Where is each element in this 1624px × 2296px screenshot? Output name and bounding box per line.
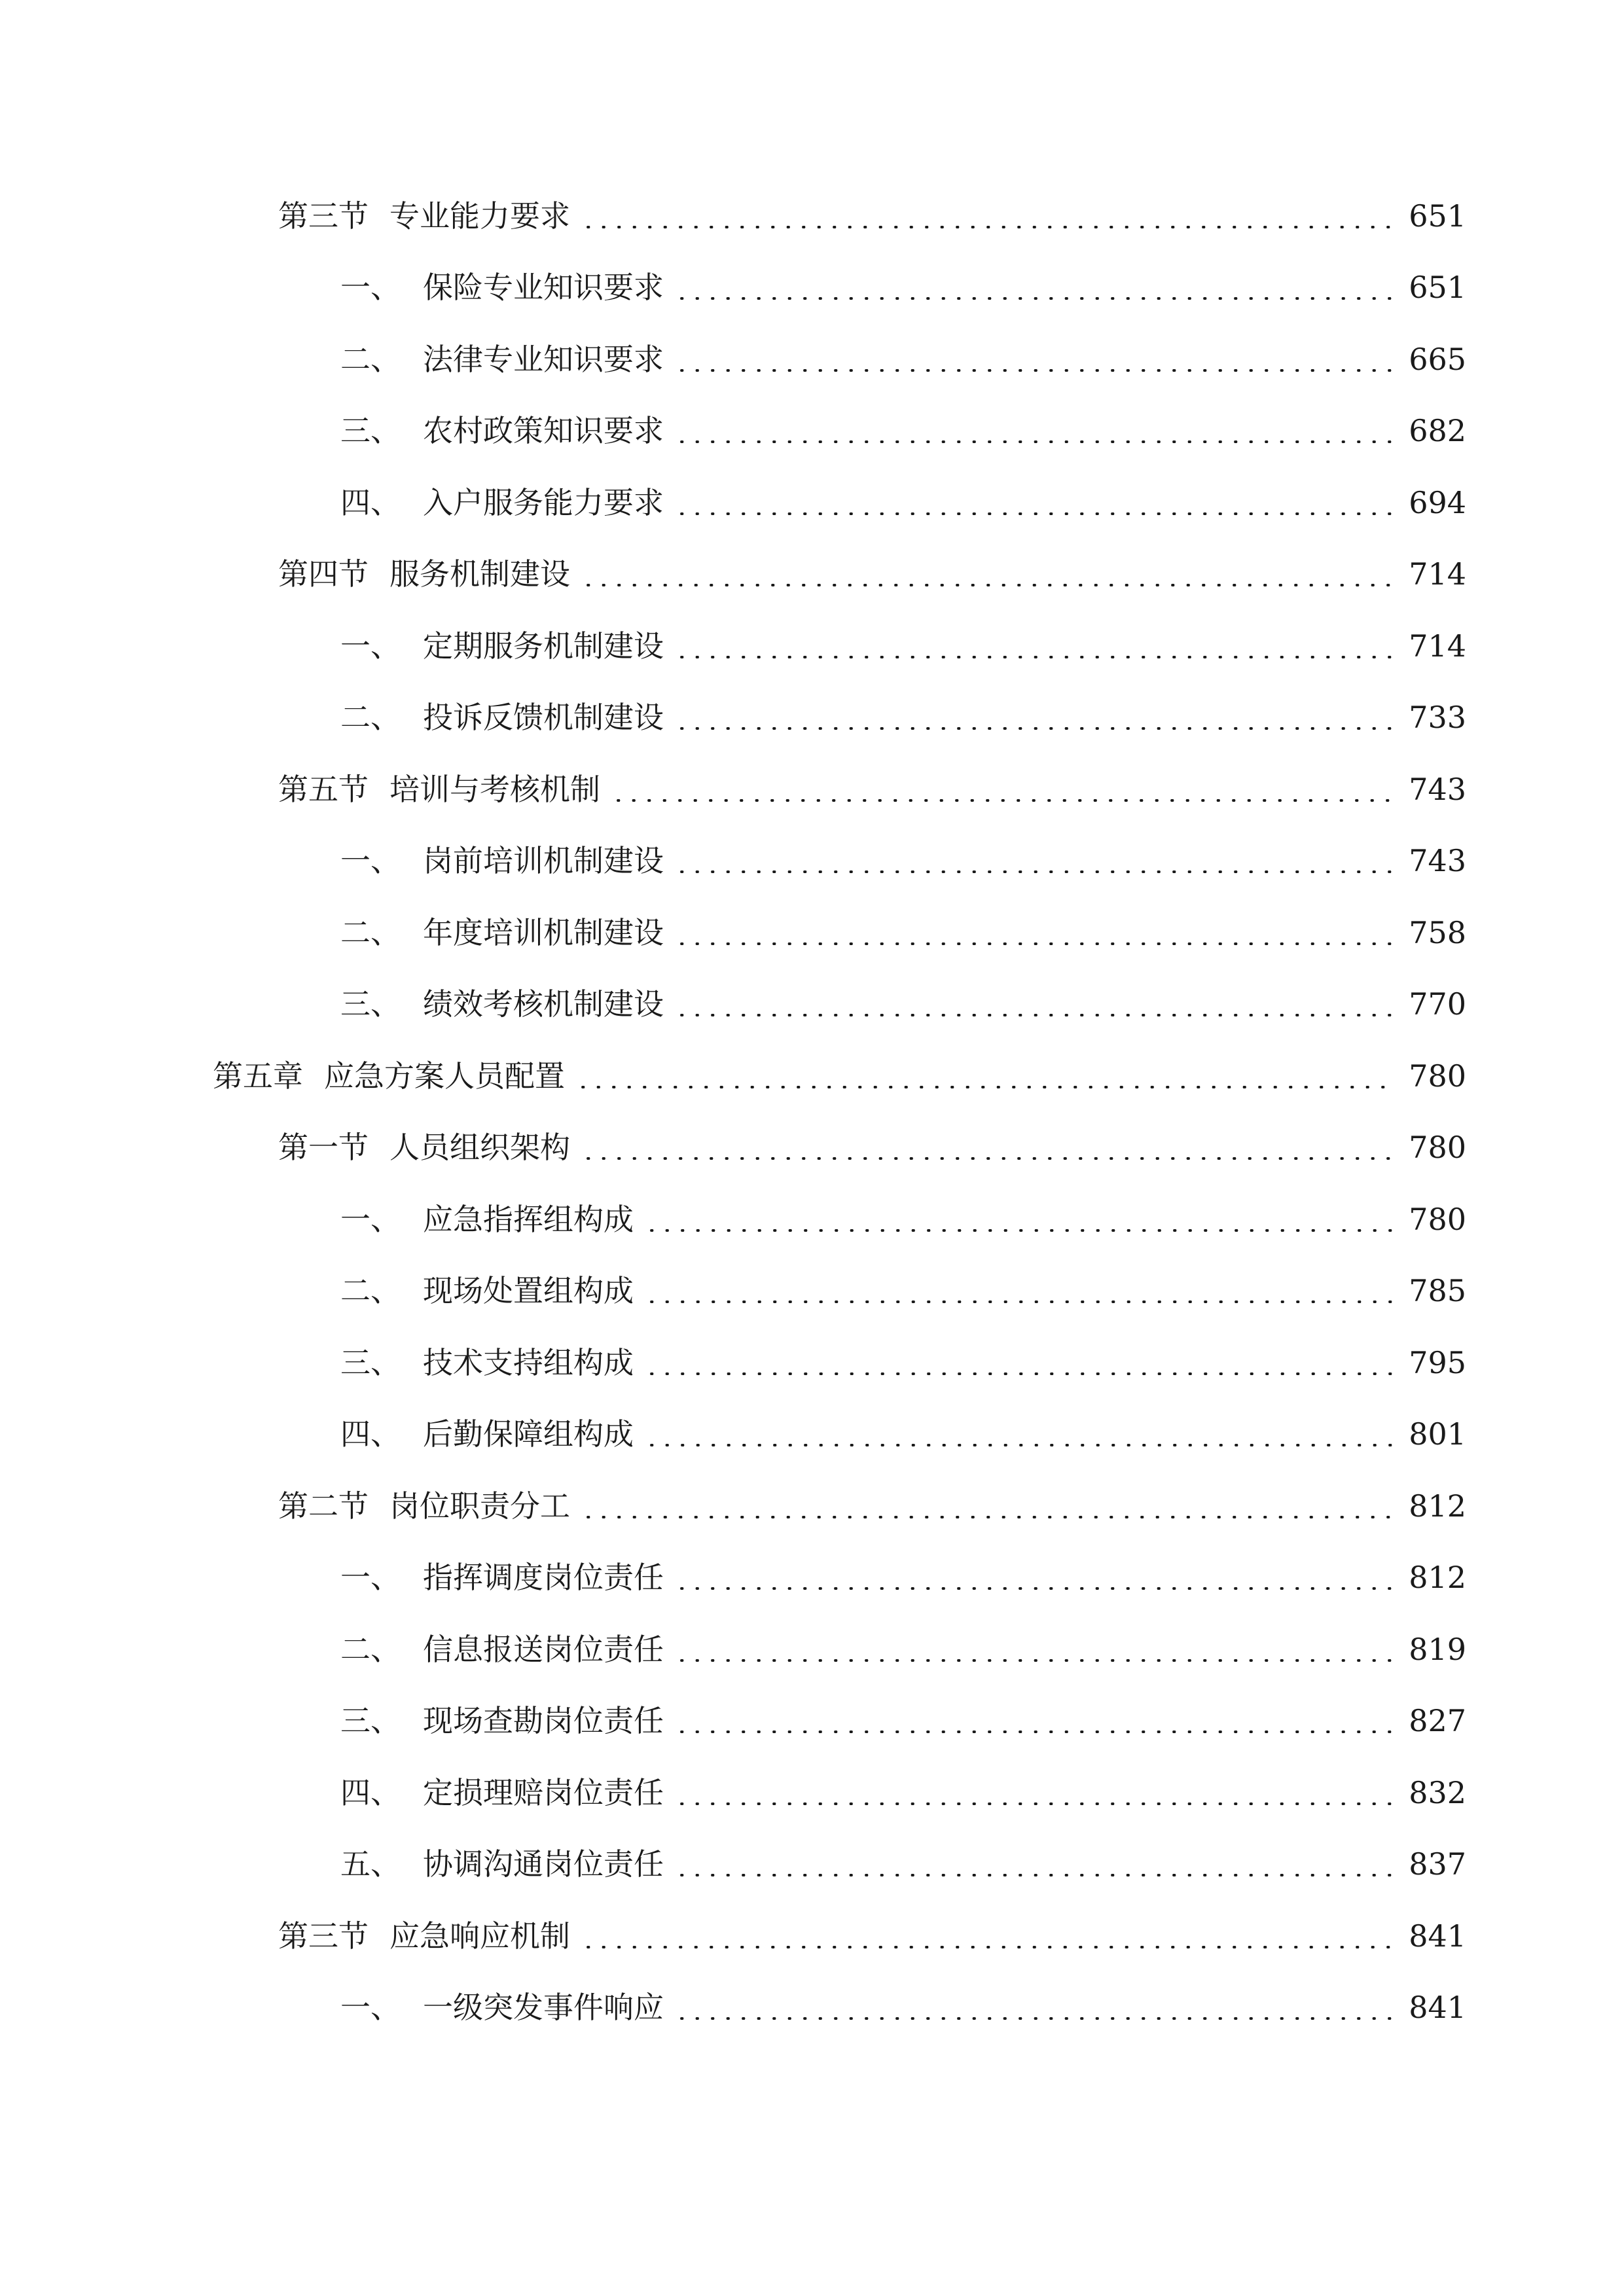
- dot-leader: [674, 870, 1394, 873]
- toc-entry-title: 农村政策知识要求: [423, 413, 664, 448]
- toc-entry-title: 人员组织架构: [389, 1130, 570, 1165]
- toc-entry-number: 第五章: [213, 1058, 303, 1094]
- toc-entry[interactable]: [340, 622, 1466, 670]
- toc-entry-number: 一、: [340, 843, 401, 878]
- toc-entry-page: 801: [1409, 1416, 1466, 1452]
- toc-entry[interactable]: [340, 1626, 1466, 1673]
- toc-entry-page: 714: [1409, 556, 1466, 592]
- toc-entry-page: 694: [1409, 485, 1466, 520]
- toc-entry-number: 三、: [340, 413, 401, 448]
- toc-entry-title: 应急指挥组构成: [423, 1202, 634, 1237]
- toc-entry-page: 665: [1409, 342, 1466, 377]
- toc-entry-number: 三、: [340, 1345, 401, 1380]
- toc-entry[interactable]: [340, 909, 1466, 956]
- toc-entry-title: 岗位职责分工: [389, 1488, 570, 1524]
- dot-leader: [581, 1516, 1394, 1518]
- dot-leader: [674, 440, 1394, 443]
- toc-entry-page: 714: [1409, 628, 1466, 664]
- dot-leader: [674, 727, 1394, 730]
- toc-entry-title: 应急响应机制: [389, 1918, 570, 1954]
- dot-leader: [581, 226, 1394, 228]
- toc-entry[interactable]: [340, 1339, 1466, 1386]
- toc-entry[interactable]: [340, 980, 1466, 1028]
- toc-entry-title: 法律专业知识要求: [423, 342, 664, 377]
- toc-entry-page: 780: [1409, 1130, 1466, 1165]
- toc-entry[interactable]: [340, 336, 1466, 383]
- toc-entry[interactable]: [340, 1769, 1466, 1816]
- toc-entry-page: 733: [1409, 700, 1466, 735]
- toc-entry-page: 743: [1409, 843, 1466, 878]
- toc-entry[interactable]: [278, 1124, 1466, 1171]
- toc-entry-title: 协调沟通岗位责任: [423, 1846, 664, 1882]
- toc-entry[interactable]: [340, 264, 1466, 311]
- dot-leader: [674, 297, 1394, 300]
- toc-entry-page: 837: [1409, 1846, 1466, 1882]
- toc-entry-page: 827: [1409, 1703, 1466, 1738]
- toc-entry-page: 841: [1409, 1918, 1466, 1954]
- toc-entry[interactable]: [340, 479, 1466, 526]
- dot-leader: [674, 1803, 1394, 1805]
- toc-entry-title: 投诉反馈机制建设: [423, 700, 664, 735]
- toc-entry-page: 780: [1409, 1058, 1466, 1094]
- dot-leader: [674, 369, 1394, 372]
- toc-entry-number: 二、: [340, 1632, 401, 1667]
- toc-entry-title: 技术支持组构成: [423, 1345, 634, 1380]
- toc-entry-page: 651: [1409, 270, 1466, 305]
- toc-entry-page: 780: [1409, 1202, 1466, 1237]
- dot-leader: [674, 512, 1394, 515]
- dot-leader: [575, 1086, 1394, 1088]
- toc-entry-number: 一、: [340, 270, 401, 305]
- toc-entry[interactable]: [340, 694, 1466, 741]
- toc-entry-title: 保险专业知识要求: [423, 270, 664, 305]
- dot-leader: [581, 1946, 1394, 1948]
- dot-leader: [674, 1731, 1394, 1733]
- toc-entry-page: 682: [1409, 413, 1466, 448]
- toc-entry[interactable]: [340, 1554, 1466, 1601]
- dot-leader: [674, 1874, 1394, 1876]
- toc-entry-title: 岗前培训机制建设: [423, 843, 664, 878]
- toc-entry-number: 第三节: [278, 198, 369, 234]
- toc-entry-title: 定损理赔岗位责任: [423, 1775, 664, 1810]
- toc-entry[interactable]: [278, 550, 1466, 598]
- dot-leader: [644, 1372, 1394, 1375]
- toc-entry-title: 专业能力要求: [389, 198, 570, 234]
- toc-entry-number: 二、: [340, 342, 401, 377]
- toc-entry-title: 指挥调度岗位责任: [423, 1560, 664, 1595]
- toc-entry-title: 现场查勘岗位责任: [423, 1703, 664, 1738]
- dot-leader: [644, 1229, 1394, 1232]
- toc-entry-title: 现场处置组构成: [423, 1273, 634, 1308]
- toc-entry-title: 后勤保障组构成: [423, 1416, 634, 1452]
- toc-entry-page: 758: [1409, 915, 1466, 950]
- dot-leader: [674, 1014, 1394, 1016]
- toc-entry-number: 第一节: [278, 1130, 369, 1165]
- toc-entry[interactable]: [340, 1984, 1466, 2031]
- toc-entry[interactable]: [340, 1840, 1466, 1888]
- toc-entry-page: 770: [1409, 986, 1466, 1022]
- toc-entry[interactable]: [278, 766, 1466, 813]
- toc-entry-number: 二、: [340, 700, 401, 735]
- toc-entry-title: 培训与考核机制: [389, 772, 600, 807]
- toc-entry[interactable]: [340, 1697, 1466, 1744]
- dot-leader: [611, 799, 1394, 802]
- toc-entry-page: 841: [1409, 1990, 1466, 2025]
- toc-entry-number: 一、: [340, 628, 401, 664]
- toc-entry-title: 一级突发事件响应: [423, 1990, 664, 2025]
- toc-entry-number: 二、: [340, 915, 401, 950]
- toc-entry-title: 入户服务能力要求: [423, 485, 664, 520]
- toc-entry-title: 定期服务机制建设: [423, 628, 664, 664]
- toc-entry-number: 第二节: [278, 1488, 369, 1524]
- dot-leader: [644, 1300, 1394, 1303]
- dot-leader: [674, 1587, 1394, 1590]
- toc-entry-page: 651: [1409, 198, 1466, 234]
- toc-entry[interactable]: [340, 1410, 1466, 1458]
- toc-entry-page: 812: [1409, 1560, 1466, 1595]
- dot-leader: [644, 1444, 1394, 1446]
- toc-entry[interactable]: [340, 1196, 1466, 1243]
- toc-entry-number: 五、: [340, 1846, 401, 1882]
- toc-entry-page: 812: [1409, 1488, 1466, 1524]
- toc-entry-number: 四、: [340, 485, 401, 520]
- toc-entry-title: 绩效考核机制建设: [423, 986, 664, 1022]
- dot-leader: [581, 584, 1394, 586]
- toc-entry-page: 819: [1409, 1632, 1466, 1667]
- dot-leader: [674, 2017, 1394, 2020]
- toc-entry-number: 二、: [340, 1273, 401, 1308]
- toc-entry-title: 信息报送岗位责任: [423, 1632, 664, 1667]
- toc-entry[interactable]: [340, 1267, 1466, 1314]
- toc-entry[interactable]: [278, 1912, 1466, 1960]
- toc-entry-page: 743: [1409, 772, 1466, 807]
- dot-leader: [674, 1659, 1394, 1662]
- toc-entry-number: 四、: [340, 1416, 401, 1452]
- toc-entry-number: 四、: [340, 1775, 401, 1810]
- toc-entry-page: 785: [1409, 1273, 1466, 1308]
- toc-entry-number: 第三节: [278, 1918, 369, 1954]
- toc-entry[interactable]: [278, 1482, 1466, 1530]
- toc-entry-number: 三、: [340, 986, 401, 1022]
- toc-entry-title: 年度培训机制建设: [423, 915, 664, 950]
- dot-leader: [674, 656, 1394, 658]
- toc-entry-page: 795: [1409, 1345, 1466, 1380]
- toc-entry-number: 一、: [340, 1560, 401, 1595]
- toc-entry[interactable]: [340, 407, 1466, 454]
- toc-entry-number: 一、: [340, 1202, 401, 1237]
- dot-leader: [581, 1157, 1394, 1160]
- toc-entry-number: 第五节: [278, 772, 369, 807]
- toc-entry-page: 832: [1409, 1775, 1466, 1810]
- toc-entry[interactable]: [213, 1052, 1466, 1100]
- toc-entry-number: 一、: [340, 1990, 401, 2025]
- toc-entry-title: 服务机制建设: [389, 556, 570, 592]
- toc-entry-number: 第四节: [278, 556, 369, 592]
- dot-leader: [674, 942, 1394, 945]
- toc-entry-number: 三、: [340, 1703, 401, 1738]
- toc-entry-title: 应急方案人员配置: [324, 1058, 565, 1094]
- toc-entry[interactable]: [278, 192, 1466, 240]
- toc-entry[interactable]: [340, 837, 1466, 884]
